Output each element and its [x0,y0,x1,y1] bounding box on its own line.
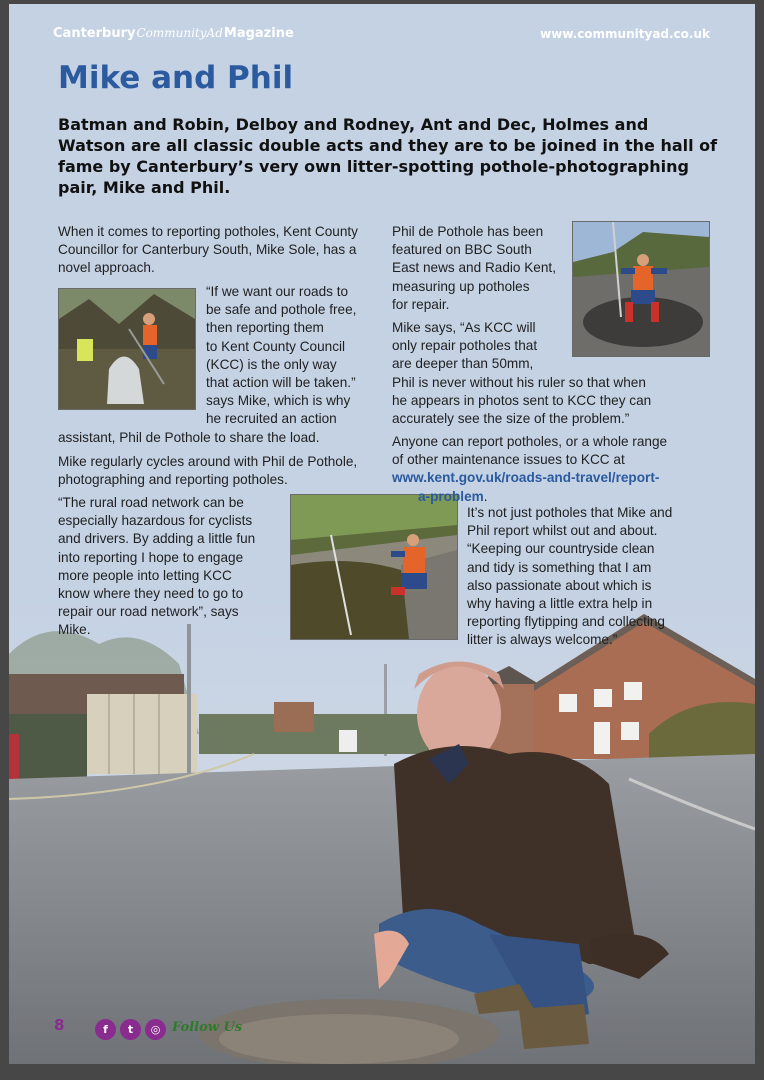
magazine-masthead [53,26,294,41]
col1-quote-line: be safe and pothole free, [206,302,357,318]
col2-paragraph-3 [392,433,722,506]
col2-paragraph-4 [467,504,727,650]
page-number: 8 [54,1016,65,1034]
website-url[interactable]: www.communityad.co.uk [540,27,710,41]
col2-p1-line: Phil de Pothole has been [392,224,544,239]
col2-p1-line: measuring up potholes [392,278,530,294]
col2-p4-line: reporting flytipping and collecting [467,614,665,630]
report-problem-link[interactable]: www.kent.gov.uk/roads-and-travel/report- [392,470,660,486]
twitter-icon[interactable]: t [120,1019,141,1040]
article-intro: Batman and Robin, Delboy and Rodney, Ant and Dec, Holmes and Watson are all classic double acts and they are to be joined in the hall of fame by Canterbury’s very own litter-spotting pothole-photographing pair, Mike and Phil. [58,115,718,197]
facebook-icon[interactable]: f [95,1019,116,1040]
col2-p4-line: also passionate about which is [467,577,652,593]
col2-p2-line: only repair potholes that [392,338,538,354]
col1-quote2-line: know where they need to go to [58,586,244,602]
col1-quote2-line: especially hazardous for cyclists [58,513,253,529]
col2-p2-line: accurately see the size of the problem.” [392,411,630,427]
col2-p4-line: It’s not just potholes that Mike and [467,505,673,520]
col2-p4-line: litter is always welcome.” [467,632,618,648]
report-problem-link-cont[interactable]: a-problem [418,488,484,504]
article-title: Mike and Phil [58,60,294,96]
col1-quote-line: that action will be taken.” [206,375,356,391]
col2-p3-line1: Anyone can report potholes, or a whole range [392,434,668,449]
instagram-icon[interactable]: ◎ [145,1019,166,1040]
col1-quote-line: then reporting them [206,320,324,336]
masthead-communityad: CommunityAd [136,26,223,40]
col1-quote-block [206,283,386,429]
col2-p4-line: “Keeping our countryside clean [467,541,655,557]
pothole-measuring-photo [290,494,458,640]
col2-p2-line: he appears in photos sent to KCC they can [392,392,652,408]
col1-quote2-line: more people into letting KCC [58,567,232,583]
col2-p2-line: are deeper than 50mm, [392,356,534,372]
col2-p4-line: and tidy is something that I am [467,559,652,575]
col1-quote2-line: Mike. [58,622,91,638]
col2-paragraph-1 [392,223,567,314]
follow-us-label: Follow Us [172,1020,243,1035]
col1-paragraph-3: Mike regularly cycles around with Phil de Pothole, photographing and reporting potholes. [58,454,358,488]
masthead-canterbury: Canterbury [53,26,136,41]
col1-quote-line: says Mike, which is why [206,393,351,409]
col1-quote2-line: into reporting I hope to engage [58,549,244,565]
col2-p4-line: why having a little extra help in [467,596,653,612]
col1-quote-2 [58,494,293,640]
col2-p3-line2: of other maintenance issues to KCC at [392,452,625,468]
col1-paragraph-1: When it comes to reporting potholes, Kent County Councillor for Canterbury South, Mike Sole, has a novel approach. [58,224,358,276]
col1-quote-line: “If we want our roads to [206,284,349,299]
link-period: . [483,488,488,504]
col1-quote-line: he recruited an action [206,411,337,427]
street-photo [9,594,755,1064]
masthead-magazine: Magazine [223,26,294,41]
col2-p2-line: Mike says, “As KCC will [392,320,536,335]
col2-p1-line: featured on BBC South [392,242,532,258]
col1-quote2-line: repair our road network”, says [58,604,239,620]
litter-picking-figure-photo [58,288,196,410]
col1-quote-line: to Kent County Council [206,338,346,354]
col2-p2-line: Phil is never without his ruler so that when [392,374,646,390]
col2-p4-line: Phil report whilst out and about. [467,523,658,539]
col2-p1-line: for repair. [392,296,450,312]
col1-quote2-line: “The rural road network can be [58,495,244,510]
magazine-page [9,4,755,1064]
col1-quote-tail: assistant, Phil de Pothole to share the load. [58,430,320,445]
col2-p1-line: East news and Radio Kent, [392,260,556,276]
col2-paragraph-2 [392,319,712,428]
col1-quote-line: (KCC) is the only way [206,356,337,372]
col1-quote2-line: and drivers. By adding a little fun [58,531,256,547]
